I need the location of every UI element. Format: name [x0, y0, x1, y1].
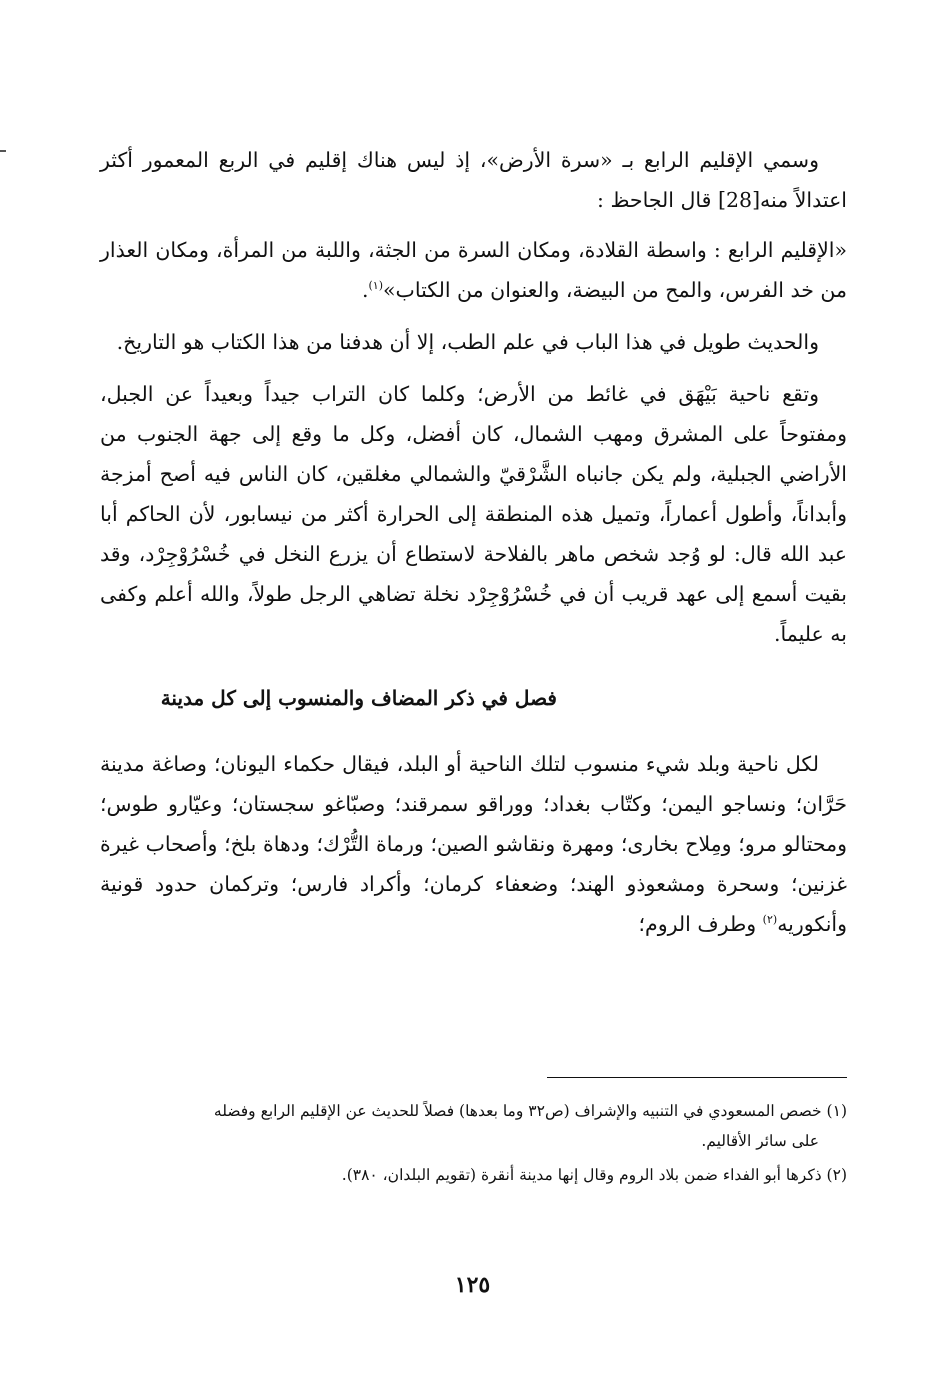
section-body — [100, 744, 847, 944]
quote-text: «الإقليم الرابع : واسطة القلادة، ومكان السرة من الجثة، واللبة من المرأة، ومكان العذار من خد الفرس، والمح من البيضة، والعنوان من الكتاب» — [100, 238, 847, 302]
paragraph-fourth-climate: وسمي الإقليم الرابع بـ «سرة الأرض»، إذ ليس هناك إقليم في الربع المعمور أكثر اعتدالاً منه[28] قال الجاحظ : — [100, 148, 847, 212]
paragraph-bayhaq: وتقع ناحية بَيْهَق في غائط من الأرض؛ وكلما كان التراب جيداً وبعيداً عن الجبل، ومفتوحاً على المشرق ومهب الشمال، كان أفضل، وكل ما وقع إلى جهة الجنوب من الأراضي الجبلية، ولم يكن جانباه الشَّرْقيّ والشمالي مغلقين، كان الناس فيه أصح أمزجة وأبداناً، وأطول أعماراً، وتميل هذه المنطقة إلى الحرارة أكثر من نيسابور، لأن الحاكم أبا عبد الله قال: لو وُجد شخص ماهر بالفلاحة لاستطاع أن يزرع النخل في خُسْرُوْجِرْد، وقد بقيت أسمع إلى عهد قريب أن في خُسْرُوْجِرْد نخلة تضاهي الرجل طولاً، والله أعلم وكفى به عليماً. — [100, 382, 847, 646]
page-number: ١٢٥ — [454, 1272, 491, 1298]
section-heading: فصل في ذكر المضاف والمنسوب إلى كل مدينة — [160, 686, 557, 710]
paragraph-medicine: والحديث طويل في هذا الباب في علم الطب، إلا أن هدفنا من هذا الكتاب هو التاريخ. — [116, 330, 819, 354]
footnote-1-text: (١) خصص المسعودي في التنبيه والإشراف (ص٣٢ وما بعدها) فصلاً للحديث عن الإقليم الرابع وفضله — [213, 1102, 847, 1120]
footnotes — [100, 1096, 847, 1194]
footnote-2: (٢) ذكرها أبو الفداء ضمن بلاد الروم وقال إنها مدينة أنقرة (تقويم البلدان، ٣٨٠). — [341, 1166, 847, 1184]
footnote-ref-2: (٢) — [762, 913, 778, 927]
footnote-ref-1: (١) — [368, 279, 383, 293]
footnote-divider — [547, 1077, 847, 1078]
quote-tail: . — [361, 278, 369, 302]
body-text — [100, 140, 847, 950]
scan-edge-mark — [0, 150, 6, 152]
footnote-1 — [100, 1096, 847, 1156]
paragraph-jahiz-quote — [100, 230, 847, 310]
attributions-tail: وطرف الروم؛ — [638, 912, 763, 936]
paragraph-attributions — [100, 744, 847, 944]
footnote-1-continuation: على سائر الأقاليم. — [701, 1132, 819, 1150]
attributions-text: لكل ناحية وبلد شيء منسوب لتلك الناحية أو البلد، فيقال حكماء اليونان؛ وصاغة مدينة حَرَّان؛ ونساجو اليمن؛ وكتّاب بغداد؛ ووراقو سمرقند؛ وصبّاغو سجستان؛ وعيّارو طوس؛ ومحتالو مرو؛ ومِلاح بخارى؛ ومهرة ونقاشو الصين؛ ورماة التُّرْك؛ ودهاة بلخ؛ وأصحاب غيرة غزنين؛ وسحرة ومشعوذو الهند؛ وضعفاء كرمان؛ وأكراد فارس؛ وتركمان حدود قونية وأنكوريه — [100, 752, 847, 936]
